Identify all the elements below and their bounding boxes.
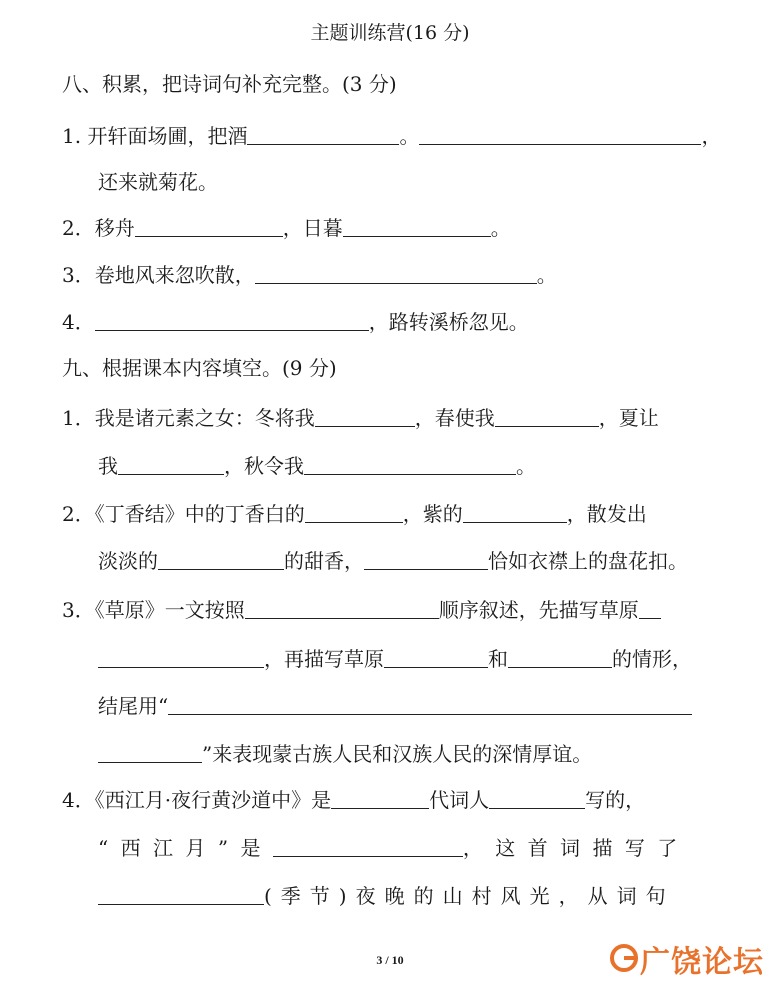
s9-q4-line1: 4．《西江月·夜行黄沙道中》是 代词人 写的， bbox=[62, 788, 646, 812]
section-8-heading: 八、积累，把诗词句补充完整。(3 分) bbox=[62, 72, 397, 96]
s9-q3-line4: ”来表现蒙古族人民和汉族人民的深情厚谊。 bbox=[98, 740, 592, 768]
answer-blank[interactable] bbox=[508, 647, 612, 668]
answer-blank[interactable] bbox=[98, 742, 202, 763]
s8-q1-line2: 还来就菊花。 bbox=[98, 170, 218, 194]
s9-q3-line2: ，再描写草原 和 的情形， bbox=[98, 645, 692, 673]
answer-blank[interactable] bbox=[331, 788, 429, 809]
answer-blank[interactable] bbox=[639, 598, 661, 619]
s8-q2: 2．移舟 ，日暮 。 bbox=[62, 216, 511, 240]
answer-blank[interactable] bbox=[98, 647, 264, 668]
answer-blank[interactable] bbox=[315, 406, 415, 427]
answer-blank[interactable] bbox=[304, 454, 516, 475]
answer-blank[interactable] bbox=[495, 406, 599, 427]
answer-blank[interactable] bbox=[489, 788, 585, 809]
answer-blank[interactable] bbox=[168, 694, 692, 715]
s9-q4-line3: (季节)夜晚的山村风光，从词句 bbox=[98, 882, 675, 910]
s8-q3: 3．卷地风来忽吹散， 。 bbox=[62, 263, 557, 287]
answer-blank[interactable] bbox=[305, 502, 403, 523]
s9-q1-line1: 1．我是诸元素之女：冬将我 ，春使我 ，夏让 bbox=[62, 406, 659, 430]
answer-blank[interactable] bbox=[255, 263, 537, 284]
s9-q2-line1: 2．《丁香结》中的丁香白的 ，紫的 ，散发出 bbox=[62, 502, 647, 526]
answer-blank[interactable] bbox=[419, 124, 701, 145]
page-title: 主题训练营(16 分) bbox=[310, 22, 470, 44]
s9-q4-line2: “西江月”是 ，这首词描写了 bbox=[98, 836, 690, 860]
section-9-heading: 九、根据课本内容填空。(9 分) bbox=[62, 356, 337, 380]
answer-blank[interactable] bbox=[247, 124, 399, 145]
s9-q1-line2: 我 ，秋令我 。 bbox=[98, 454, 536, 478]
s9-q2-line2: 淡淡的 的甜香， 恰如衣襟上的盘花扣。 bbox=[98, 549, 688, 573]
page-number: 3 / 10 bbox=[376, 953, 404, 967]
s8-q1-line1: 1. 开轩面场圃，把酒 。 ， bbox=[62, 124, 722, 148]
answer-blank[interactable] bbox=[364, 549, 488, 570]
answer-blank[interactable] bbox=[95, 310, 369, 331]
answer-blank[interactable] bbox=[343, 216, 491, 237]
s9-q3-line3: 结尾用“ bbox=[98, 692, 692, 720]
answer-blank[interactable] bbox=[135, 216, 283, 237]
s9-q3-line1: 3．《草原》一文按照 顺序叙述，先描写草原 bbox=[62, 596, 661, 624]
answer-blank[interactable] bbox=[158, 549, 284, 570]
s8-q4: 4． ，路转溪桥忽见。 bbox=[62, 310, 529, 334]
answer-blank[interactable] bbox=[245, 598, 439, 619]
answer-blank[interactable] bbox=[98, 884, 264, 905]
answer-blank[interactable] bbox=[118, 454, 224, 475]
answer-blank[interactable] bbox=[273, 836, 463, 857]
answer-blank[interactable] bbox=[463, 502, 567, 523]
answer-blank[interactable] bbox=[384, 647, 488, 668]
site-logo-text: 广饶论坛 bbox=[640, 945, 764, 980]
